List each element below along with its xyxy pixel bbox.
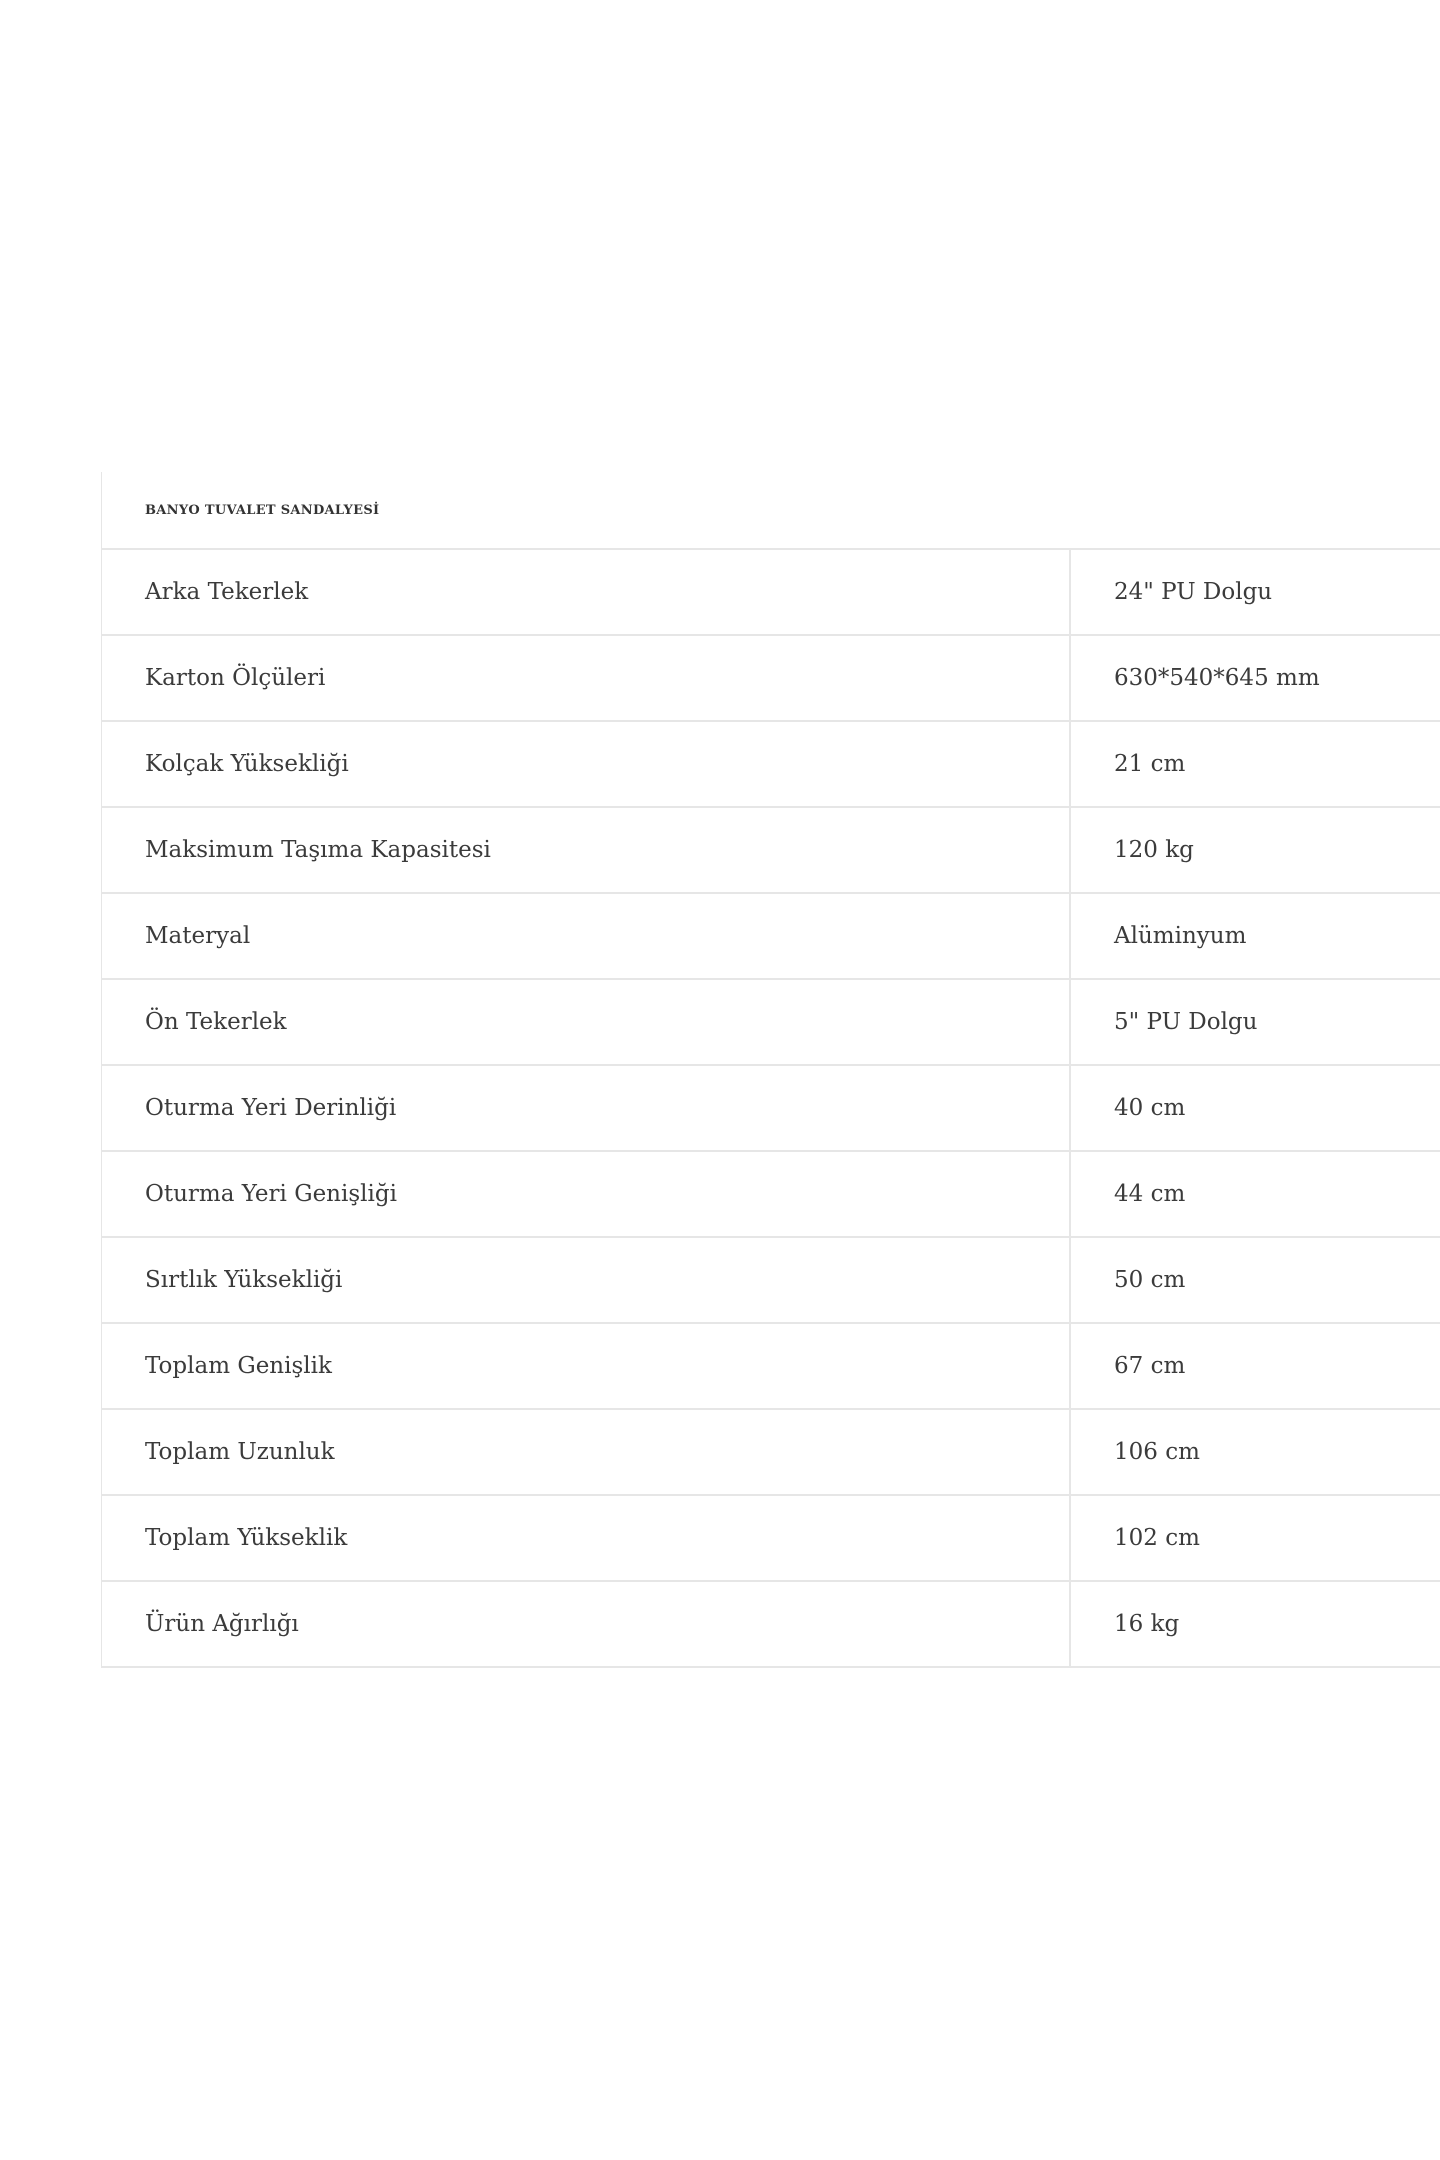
table-row — [102, 1238, 1440, 1324]
table-row — [102, 1582, 1440, 1668]
table-row — [102, 1066, 1440, 1152]
spec-label: Materyal — [102, 894, 1071, 978]
spec-label: Arka Tekerlek — [102, 550, 1071, 634]
spec-value: 106 cm — [1114, 1439, 1200, 1465]
spec-header — [102, 472, 1440, 550]
spec-label: Karton Ölçüleri — [102, 636, 1071, 720]
spec-value: 630*540*645 mm — [1114, 665, 1320, 691]
spec-label: Maksimum Taşıma Kapasitesi — [102, 808, 1071, 892]
spec-value: Alüminyum — [1114, 923, 1247, 949]
table-row — [102, 722, 1440, 808]
spec-value: 44 cm — [1114, 1181, 1186, 1207]
spec-value: 120 kg — [1114, 837, 1194, 863]
spec-value: 16 kg — [1114, 1611, 1180, 1637]
spec-label: Sırtlık Yüksekliği — [102, 1238, 1071, 1322]
spec-table — [101, 472, 1440, 1668]
spec-label: Ürün Ağırlığı — [102, 1582, 1071, 1666]
spec-label: Oturma Yeri Genişliği — [102, 1152, 1071, 1236]
spec-label: Ön Tekerlek — [102, 980, 1071, 1064]
spec-value: 102 cm — [1114, 1525, 1200, 1551]
spec-value: 24" PU Dolgu — [1114, 579, 1273, 605]
table-row — [102, 550, 1440, 636]
table-row — [102, 1410, 1440, 1496]
table-row — [102, 1324, 1440, 1410]
spec-label: Kolçak Yüksekliği — [102, 722, 1071, 806]
spec-value: 5" PU Dolgu — [1114, 1009, 1258, 1035]
spec-value: 50 cm — [1114, 1267, 1186, 1293]
spec-label: Toplam Yükseklik — [102, 1496, 1071, 1580]
spec-label: Toplam Uzunluk — [102, 1410, 1071, 1494]
table-row — [102, 1152, 1440, 1238]
table-row — [102, 980, 1440, 1066]
spec-label: Oturma Yeri Derinliği — [102, 1066, 1071, 1150]
spec-value: 21 cm — [1114, 751, 1186, 777]
spec-value: 40 cm — [1114, 1095, 1186, 1121]
table-row — [102, 1496, 1440, 1582]
spec-value: 67 cm — [1114, 1353, 1186, 1379]
table-row — [102, 636, 1440, 722]
table-row — [102, 894, 1440, 980]
spec-title: BANYO TUVALET SANDALYESİ — [145, 502, 380, 518]
table-row — [102, 808, 1440, 894]
spec-label: Toplam Genişlik — [102, 1324, 1071, 1408]
